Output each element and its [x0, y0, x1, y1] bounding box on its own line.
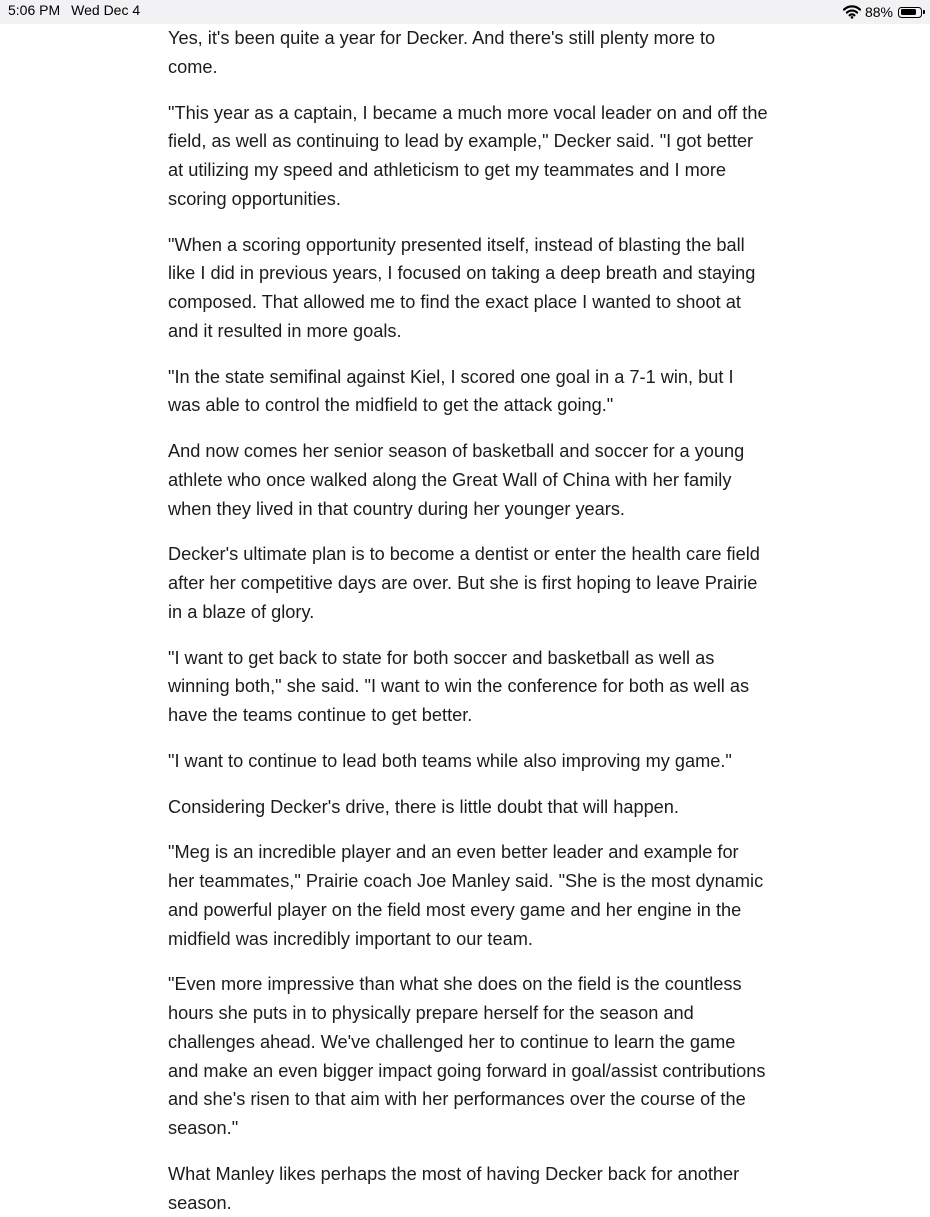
article-paragraph: "Meg is an incredible player and an even better leader and example for her teammates," Prairie coach Joe Manley said. "She is the most dynamic and powerful player on the field most every game and her engine in the midfield was incredibly important to our team. [168, 842, 764, 949]
status-time: 5:06 PM [8, 2, 61, 18]
status-bar-left [8, 2, 140, 18]
article-body [168, 24, 768, 1217]
article-paragraph: And now comes her senior season of basketball and soccer for a young athlete who once walked along the Great Wall of China with her family when they lived in that country during her younger years. [168, 441, 745, 519]
battery-icon [898, 7, 922, 18]
status-bar [0, 0, 930, 24]
article-paragraph: "I want to continue to lead both teams while also improving my game." [168, 750, 732, 771]
article-paragraph: "Even more impressive than what she does on the field is the countless hours she puts in to physically prepare herself for the season and challenges ahead. We've challenged her to continue to learn the game and make an even bigger impact going forward in goal/assist contributions and she's risen to that aim with her performances over the course of the season." [168, 974, 766, 1138]
article-paragraph: Yes, it's been quite a year for Decker. And there's still plenty more to come. [168, 28, 716, 77]
wifi-icon [843, 5, 861, 19]
article-paragraph: What Manley likes perhaps the most of having Decker back for another season. [168, 1163, 740, 1213]
article-paragraph: Considering Decker's drive, there is little doubt that will happen. [168, 796, 679, 817]
article-paragraph: Decker's ultimate plan is to become a dentist or enter the health care field after her competitive days are over. But she is first hoping to leave Prairie in a blaze of glory. [168, 544, 760, 622]
article-paragraph: "In the state semifinal against Kiel, I scored one goal in a 7-1 win, but I was able to control the midfield to get the attack going." [168, 366, 734, 416]
article-paragraph: "This year as a captain, I became a much more vocal leader on and off the field, as well as continuing to lead by example," Decker said. "I got better at utilizing my speed and athleticism to get my teammates and I more scoring opportunities. [168, 102, 768, 209]
battery-cap [923, 10, 925, 14]
status-date: Wed Dec 4 [71, 2, 141, 18]
article-paragraph: "I want to get back to state for both soccer and basketball as well as winning both," she said. "I want to win the conference for both as well as have the teams continue to get better. [168, 647, 750, 725]
wifi-icon-graphic [843, 5, 861, 19]
battery-level-fill [901, 9, 917, 15]
status-bar-right [843, 2, 922, 22]
battery-percent: 88% [864, 4, 893, 20]
article-paragraph: "When a scoring opportunity presented itself, instead of blasting the ball like I did in previous years, I focused on taking a deep breath and staying composed. That allowed me to find the exact place I wanted to shoot at and it resulted in more goals. [168, 234, 756, 341]
